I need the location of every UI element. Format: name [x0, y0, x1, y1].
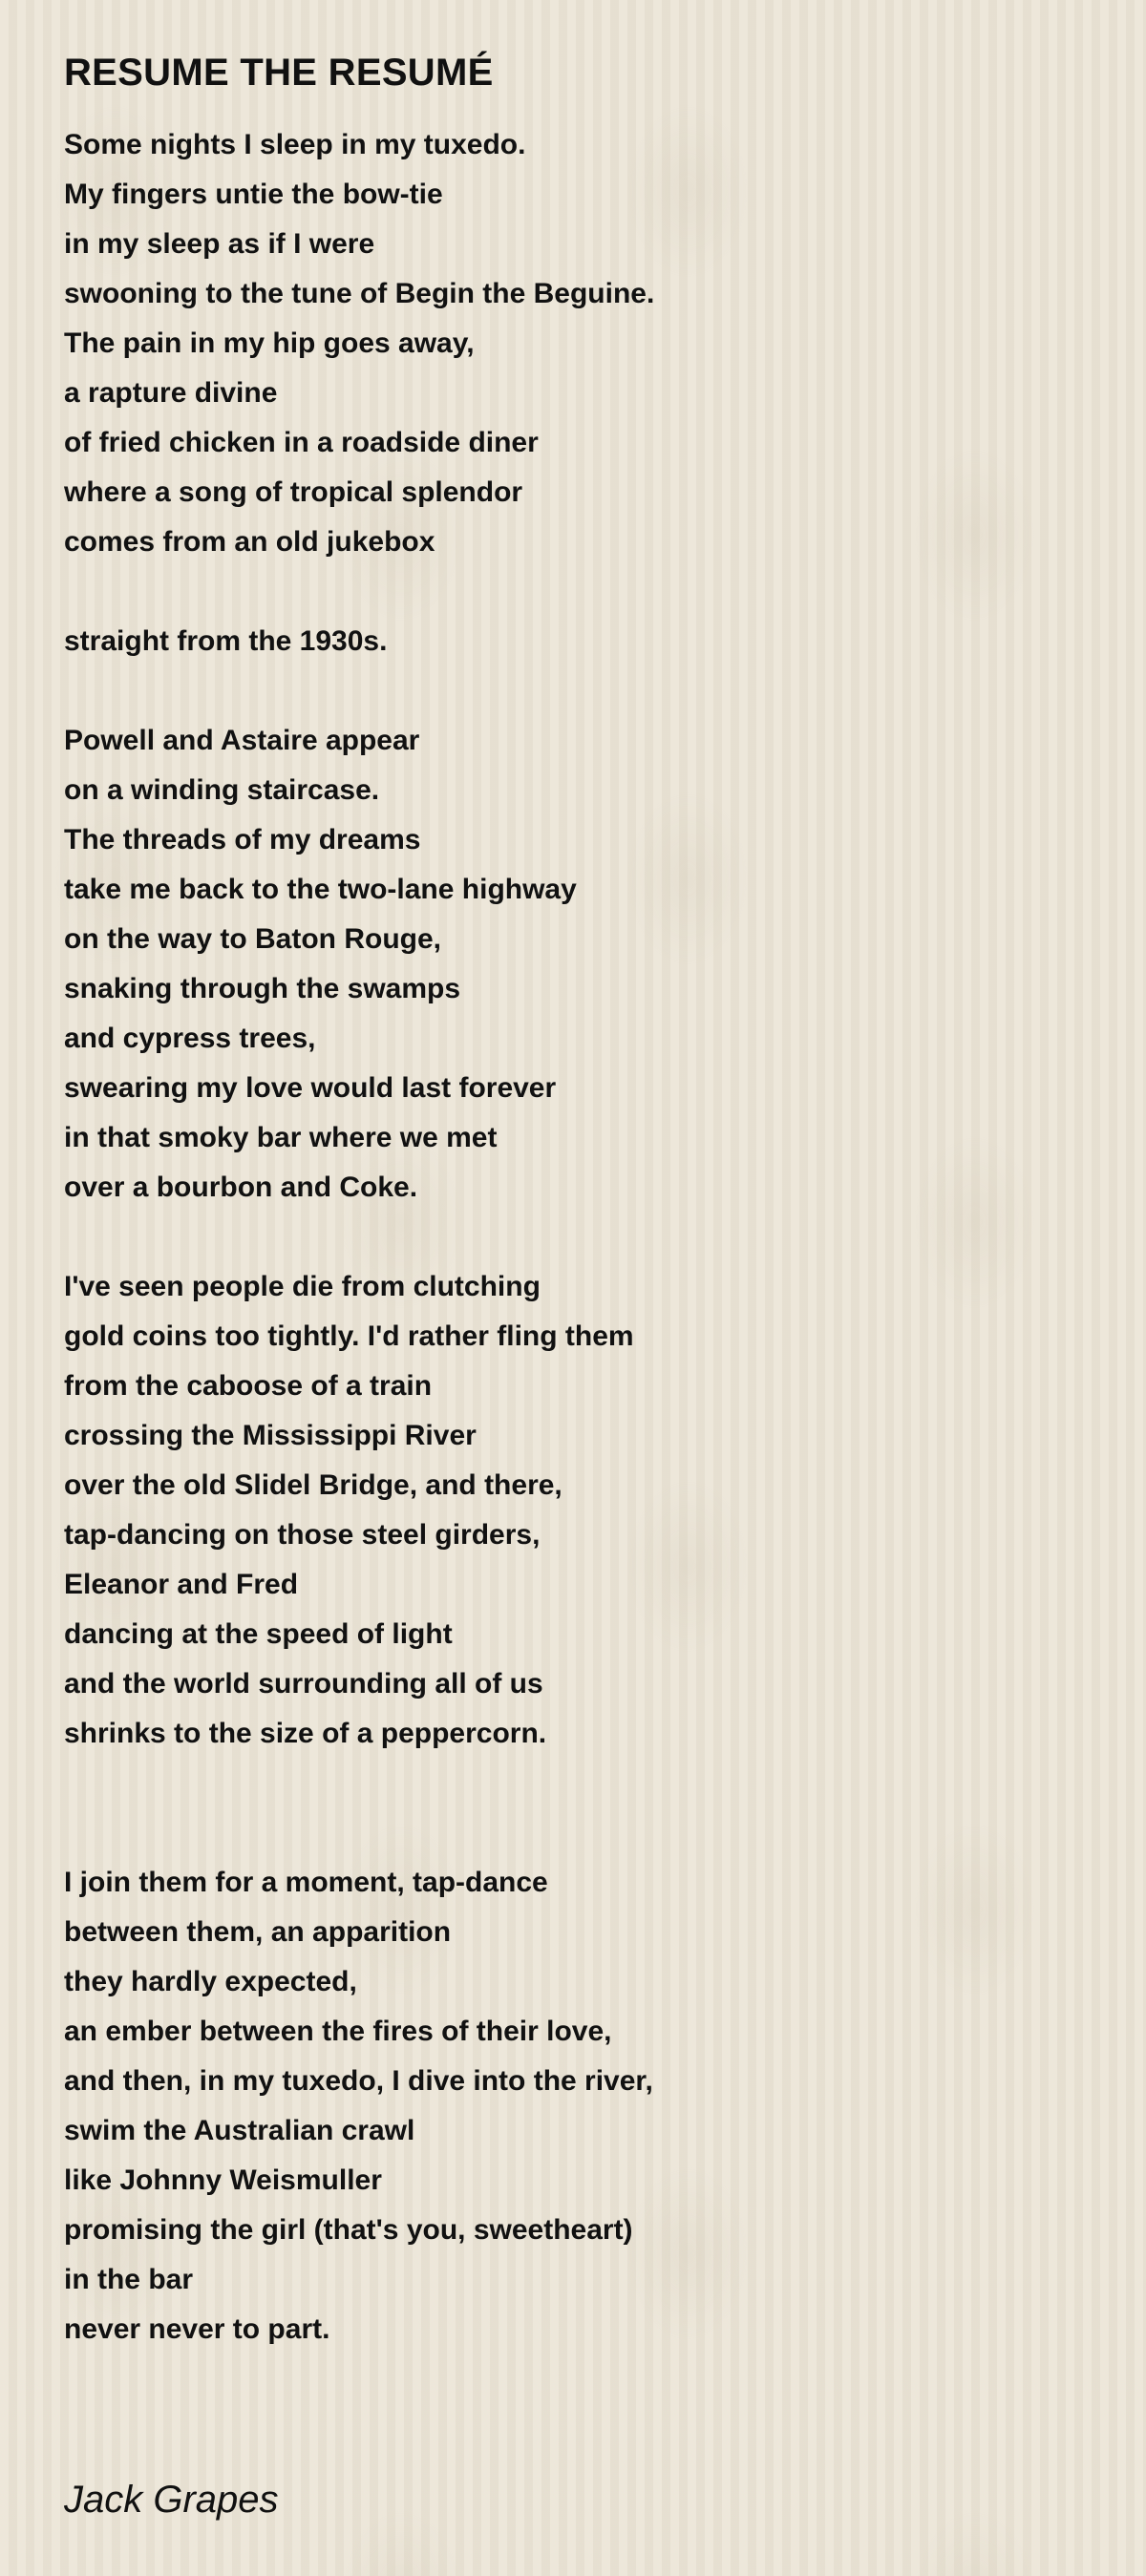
poem-line: where a song of tropical splendor	[64, 476, 523, 508]
poem-line: on a winding staircase.	[64, 774, 380, 806]
poem-line: never never to part.	[64, 2313, 330, 2345]
poem-line: in the bar	[64, 2264, 194, 2295]
stanza-1	[64, 120, 1095, 567]
poem-line: swooning to the tune of Begin the Beguine.	[64, 278, 655, 309]
poem-title: RESUME THE RESUMÉ	[64, 52, 494, 94]
poem-line: take me back to the two-lane highway	[64, 874, 577, 905]
poem-line: My fingers untie the bow-tie	[64, 179, 443, 210]
poem-line: tap-dancing on those steel girders,	[64, 1519, 541, 1551]
stanza-break	[64, 1213, 1095, 1262]
stanza-4	[64, 1262, 1095, 1759]
poem-line: The threads of my dreams	[64, 824, 421, 855]
poem-line: and then, in my tuxedo, I dive into the river,	[64, 2065, 653, 2097]
stanza-break	[64, 1759, 1095, 1858]
poem-line: over the old Slidel Bridge, and there,	[64, 1469, 562, 1501]
poem-line: from the caboose of a train	[64, 1370, 433, 1402]
poem-line: of fried chicken in a roadside diner	[64, 427, 539, 458]
poem-line: and cypress trees,	[64, 1023, 316, 1054]
poem-line: gold coins too tightly. I'd rather fling them	[64, 1320, 634, 1352]
poem-line: a rapture divine	[64, 377, 278, 409]
poem-line: I've seen people die from clutching	[64, 1271, 541, 1302]
poem-line: on the way to Baton Rouge,	[64, 923, 441, 955]
poem-line: Powell and Astaire appear	[64, 725, 420, 756]
poem-line: over a bourbon and Coke.	[64, 1172, 418, 1203]
poem-page	[64, 46, 1095, 2354]
poem-line: like Johnny Weismuller	[64, 2164, 382, 2196]
poem-line: I join them for a moment, tap-dance	[64, 1867, 548, 1898]
poem-author: Jack Grapes	[64, 2479, 279, 2521]
poem-line: swearing my love would last forever	[64, 1072, 557, 1104]
poem-line: dancing at the speed of light	[64, 1618, 453, 1650]
poem-line: comes from an old jukebox	[64, 526, 435, 558]
poem-line: shrinks to the size of a peppercorn.	[64, 1718, 547, 1749]
poem-line: in that smoky bar where we met	[64, 1122, 498, 1153]
poem-line: between them, an apparition	[64, 1916, 452, 1948]
poem-line: snaking through the swamps	[64, 973, 461, 1004]
poem-line: they hardly expected,	[64, 1966, 357, 1997]
poem-line: swim the Australian crawl	[64, 2115, 415, 2146]
poem-line: Some nights I sleep in my tuxedo.	[64, 129, 526, 160]
stanza-break	[64, 666, 1095, 716]
stanza-5	[64, 1858, 1095, 2354]
poem-line: crossing the Mississippi River	[64, 1420, 477, 1451]
poem-line: The pain in my hip goes away,	[64, 327, 475, 359]
poem-line: Eleanor and Fred	[64, 1569, 299, 1600]
poem-line: an ember between the fires of their love,	[64, 2016, 612, 2047]
stanza-break	[64, 567, 1095, 617]
stanza-3	[64, 716, 1095, 1213]
stanza-2	[64, 617, 1095, 666]
poem-line: and the world surrounding all of us	[64, 1668, 543, 1700]
poem-line: in my sleep as if I were	[64, 228, 375, 260]
poem-line: promising the girl (that's you, sweetheart)	[64, 2214, 633, 2246]
poem-line: straight from the 1930s.	[64, 625, 388, 657]
